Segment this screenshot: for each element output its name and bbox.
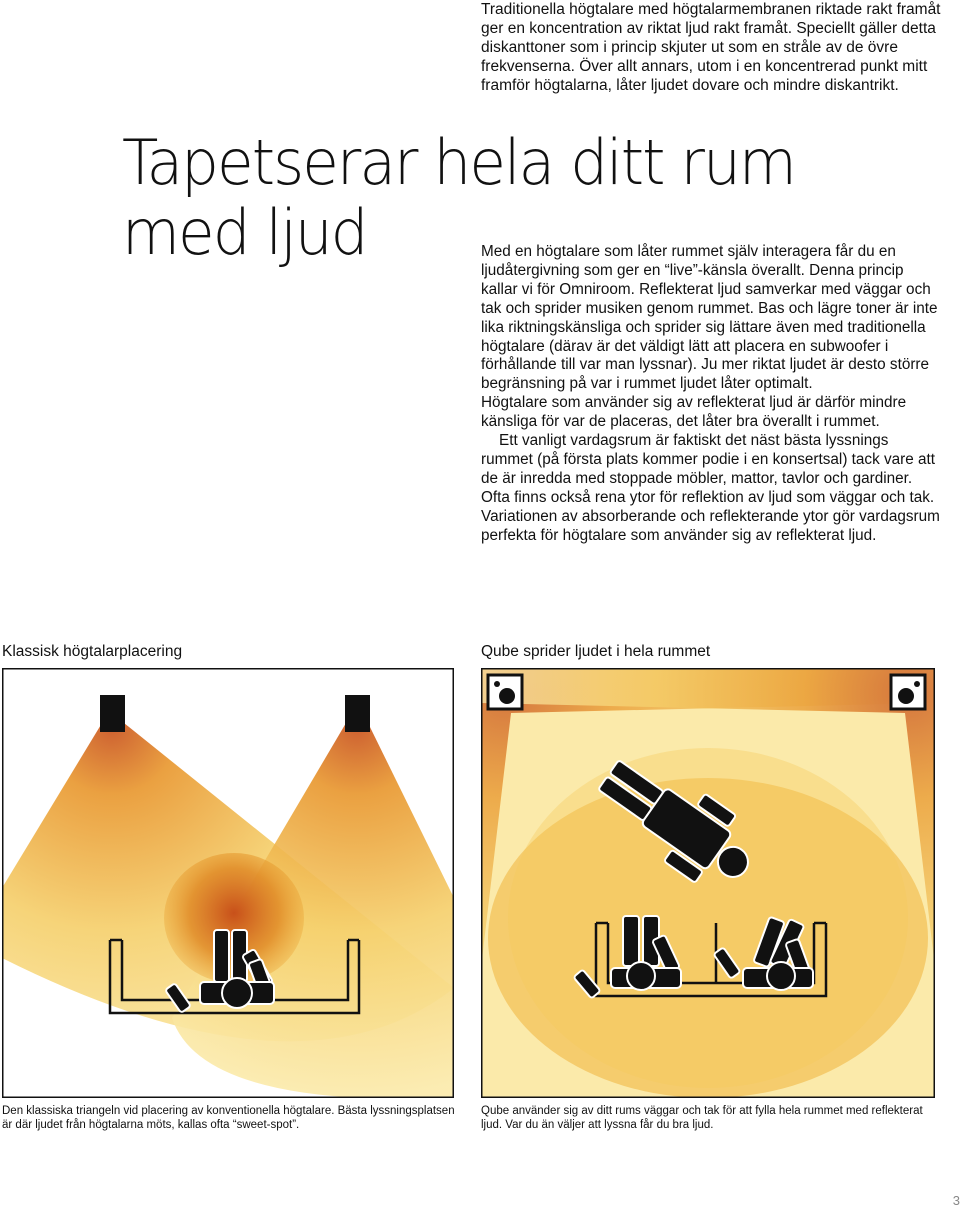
right-figure-caption: Qube använder sig av ditt rums väggar och tak för att fylla hela rummet med reflekterat ljud. Var du än väljer att lyssna får du bra ljud. bbox=[481, 1105, 923, 1131]
body-paragraph-2: Högtalare som använder sig av reflekterat ljud är därför mindre känsliga för var de placeras, det låter bra överallt i rummet. bbox=[481, 394, 907, 431]
page-headline: Tapetserar hela ditt rum med ljud bbox=[122, 126, 795, 269]
classic-placement-diagram bbox=[2, 668, 454, 1098]
right-figure-title: Qube sprider ljudet i hela rummet bbox=[481, 643, 711, 660]
qube-placement-diagram bbox=[481, 668, 935, 1098]
intro-paragraph: Traditionella högtalare med högtalarmembranen riktade rakt framåt ger en koncentration av riktat ljud rakt framåt. Speciellt gäller detta diskanttoner som i princip skjuter ut som en stråle av de övre frekvenserna. Över allt annars, utom i en koncentrerad punkt mitt framför högtalarna, låter ljudet dovare och mindre diskantrikt. bbox=[481, 1, 941, 94]
left-speaker-icon bbox=[100, 695, 125, 732]
body-paragraph-1: Med en högtalare som låter rummet själv interagera får du en ljudåtergivning som ger en “live”-känsla överallt. Denna princip kallar vi för Omniroom. Reflekterat ljud samverkar med väggar och tak och sprider musiken genom rummet. Bas och lägre toner är inte lika riktningskänsliga och sprider sig lättare även med traditionella högtalare (därav är det väldigt lätt att placera en subwoofer i förhållande till var man lyssnar). Ju mer riktat ljudet är desto större begränsning på var i rummet ljudet låter optimalt. bbox=[481, 243, 938, 393]
right-speaker-icon bbox=[345, 695, 370, 732]
left-figure-title: Klassisk högtalarplacering bbox=[2, 643, 183, 660]
body-paragraph-3: Ett vanligt vardagsrum är faktiskt det näst bästa lyssnings rummet (på första plats kommer podie i en konsertsal) tack vare att de är inredda med stoppade möbler, mattor, tavlor och gardiner. Ofta finns också rena ytor för reflektion av ljud som väggar och tak. Variationen av absorberande och reflekterande ytor gör vardagsrum perfekta för högtalare som använder sig av reflekterat ljud. bbox=[481, 432, 940, 544]
page-number: 3 bbox=[952, 1193, 960, 1208]
body-text bbox=[481, 243, 941, 546]
left-figure-caption: Den klassiska triangeln vid placering av konventionella högtalare. Bästa lyssningsplatsen är där ljudet från högtalarna möts, kallas ofta “sweet-spot”. bbox=[2, 1105, 455, 1131]
left-qube-speaker-icon bbox=[488, 675, 522, 709]
right-qube-speaker-icon bbox=[891, 675, 925, 709]
